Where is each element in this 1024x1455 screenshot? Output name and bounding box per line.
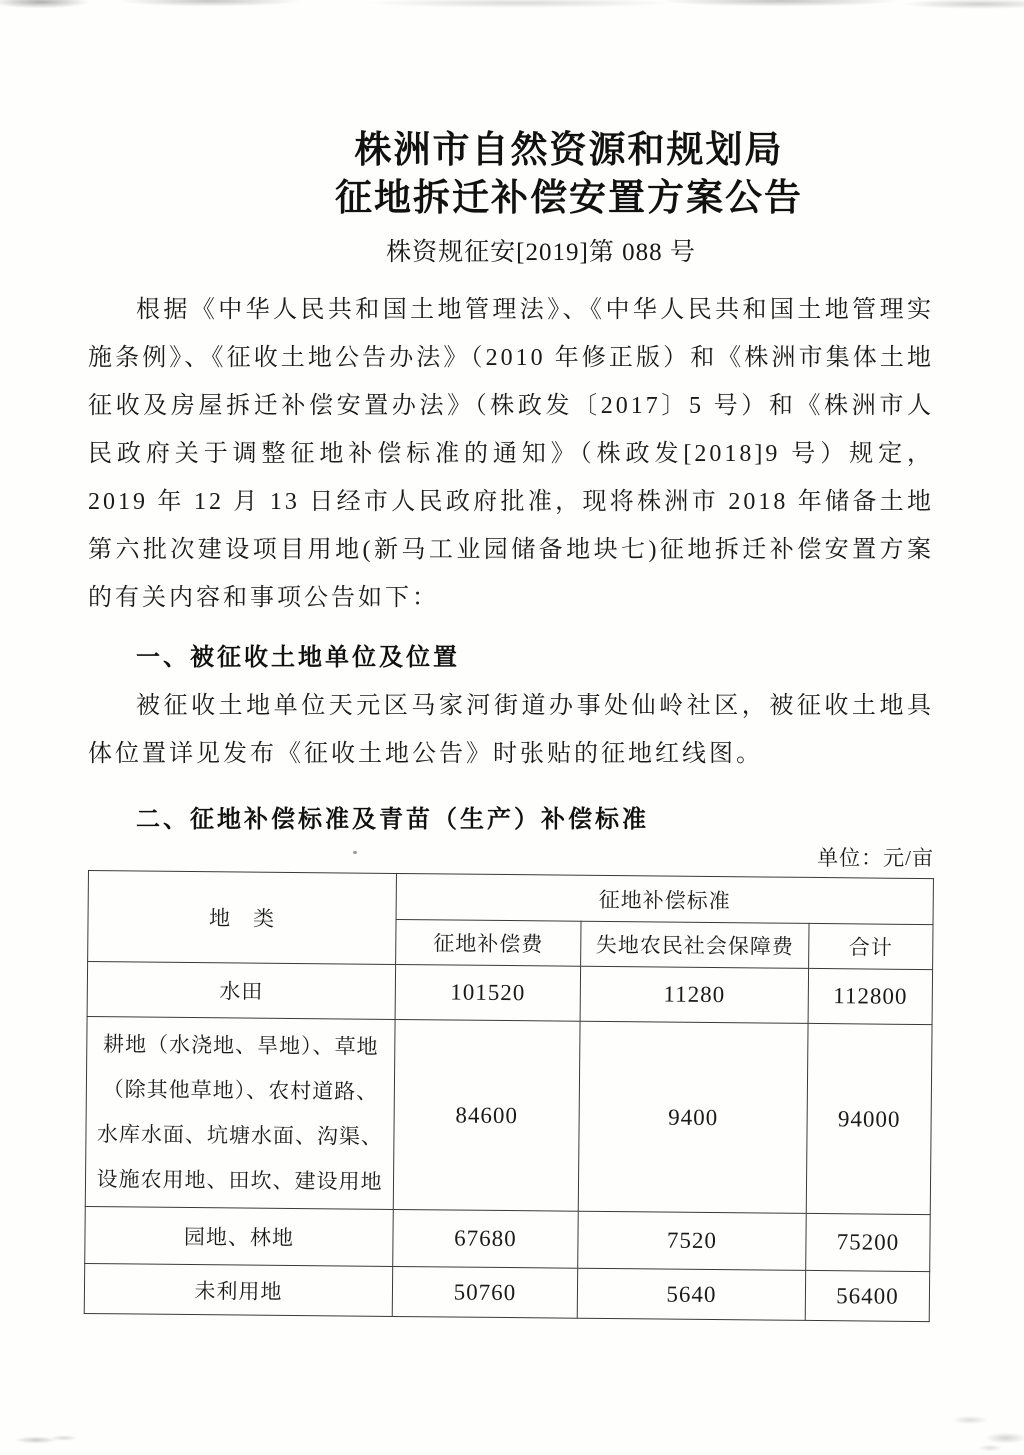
header-cell-social-security: 失地农民社会保障费	[581, 921, 809, 968]
cell-total: 75200	[806, 1213, 931, 1271]
cell-total: 56400	[805, 1270, 929, 1321]
cell-fee: 84600	[393, 1019, 580, 1211]
cell-land-type: 耕地（水浇地、旱地）、草地（除其他草地）、农村道路、水库水面、坑塘水面、沟渠、设施农用地、田坎、建设用地	[85, 1016, 395, 1209]
section-1-body: 被征收土地单位天元区马家河街道办事处仙岭社区，被征收土地具体位置详见发布《征收土地公告》时张贴的征地红线图。	[88, 693, 934, 767]
section-2-heading: 二、征地补偿标准及青苗（生产）补偿标准	[136, 806, 649, 833]
header-cell-total: 合计	[809, 923, 933, 969]
document-title-line2: 征地拆迁补偿安置方案公告	[335, 177, 803, 218]
table-row-paddy-field	[87, 962, 933, 1025]
table-header-row-1	[88, 871, 933, 925]
cell-total: 94000	[806, 1023, 932, 1214]
compensation-table	[84, 870, 934, 1322]
cell-land-type: 园地、林地	[85, 1206, 394, 1266]
intro-paragraph: 根据《中华人民共和国土地管理法》、《中华人民共和国土地管理实施条例》、《征收土地公告办法》（2010 年修正版）和《株洲市集体土地征收及房屋拆迁补偿安置办法》（株政发〔2017〕5 号）和《株洲市人民政府关于调整征地补偿标准的通知》（株政发[2018]9 号）规定，2019 年 12 月 13 日经市人民政府批准，现将株洲市 2018 年储备土地第六批次建设项目用地(新马工业园储备地块七)征地拆迁补偿安置方案的有关内容和事项公告如下：	[88, 297, 934, 611]
cell-fee: 50760	[392, 1266, 577, 1318]
scan-smudge-bottom-left	[16, 1434, 76, 1446]
table-row-cultivated-land	[85, 1016, 932, 1214]
header-cell-land-type: 地 类	[88, 871, 397, 965]
cell-land-type: 未利用地	[84, 1263, 392, 1316]
cell-land-type: 水田	[87, 962, 396, 1020]
table-unit-note: 单位：元/亩	[817, 846, 934, 870]
document-content	[88, 0, 934, 1314]
cell-social-security: 5640	[577, 1268, 805, 1320]
cell-social-security: 7520	[578, 1211, 807, 1270]
document-title-line1: 株洲市自然资源和规划局	[354, 129, 784, 170]
table-row-unused-land	[84, 1263, 929, 1321]
cell-fee: 101520	[395, 964, 581, 1021]
section-1-heading: 一、被征收土地单位及位置	[136, 644, 460, 671]
document-number: 株资规征安[2019]第 088 号	[386, 239, 696, 266]
cell-social-security: 11280	[580, 966, 809, 1023]
scan-smudge-bottom-right	[940, 1412, 1024, 1452]
cell-total: 112800	[808, 968, 933, 1024]
cell-fee: 67680	[393, 1209, 579, 1268]
cell-social-security: 9400	[578, 1021, 808, 1213]
header-cell-fee: 征地补偿费	[396, 919, 581, 966]
header-cell-group: 征地补偿标准	[396, 873, 933, 924]
table-row-garden-forest-land	[85, 1206, 931, 1271]
